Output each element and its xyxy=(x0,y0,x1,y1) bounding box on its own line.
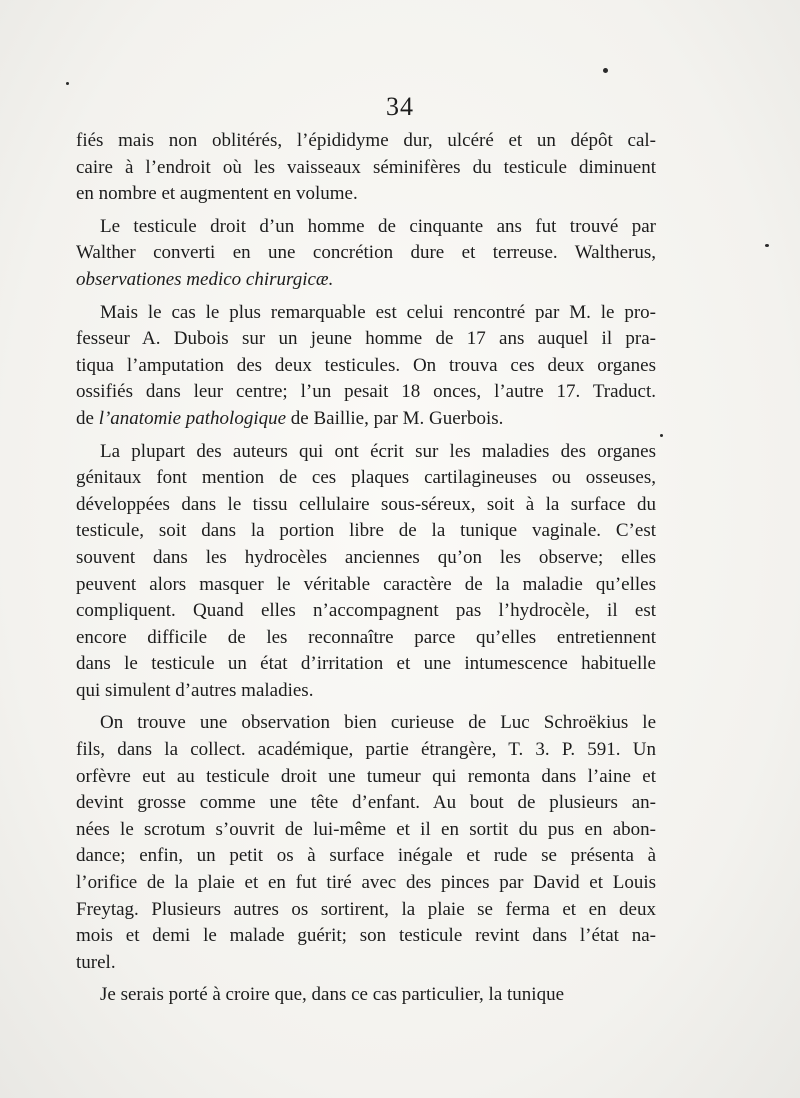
text-segment: qui simulent d’autres maladies. xyxy=(76,679,314,701)
text-line xyxy=(76,870,656,897)
text-line xyxy=(76,214,656,241)
text-segment: encore difficile de les reconnaître parce qu’elles entretiennent xyxy=(76,626,656,648)
text-segment: Freytag. Plusieurs autres os sortirent, la plaie se ferma et en deux xyxy=(76,898,656,920)
ink-speck xyxy=(66,82,69,85)
text-segment: Walther converti en une concrétion dure et terreuse. Waltherus, xyxy=(76,242,656,264)
text-segment: l’orifice de la plaie et en fut tiré avec des pinces par David et Louis xyxy=(76,872,656,894)
text-segment: La plupart des auteurs qui ont écrit sur les maladies des organes xyxy=(100,440,656,462)
text-segment: fils, dans la collect. académique, partie étrangère, T. 3. P. 591. Un xyxy=(76,739,656,761)
text-line xyxy=(76,817,656,844)
text-segment: dans le testicule un état d’irritation et une intumescence habituelle xyxy=(76,653,656,675)
text-line xyxy=(76,492,656,519)
text-segment: Je serais porté à croire que, dans ce cas particulier, la tunique xyxy=(100,984,565,1006)
text-line xyxy=(76,379,656,406)
text-line xyxy=(76,897,656,924)
text-line xyxy=(76,353,656,380)
text-line xyxy=(76,843,656,870)
text-segment: fiés mais non oblitérés, l’épididyme dur, ulcéré et un dépôt cal- xyxy=(76,130,656,151)
text-segment: de xyxy=(76,407,99,429)
text-segment: ossifiés dans leur centre; l’un pesait 18 onces, l’autre 17. Traduct. xyxy=(76,381,656,403)
page-number: 34 xyxy=(386,92,414,121)
text-segment: en nombre et augmentent en volume. xyxy=(76,183,358,205)
body-text xyxy=(76,128,656,1009)
text-line xyxy=(76,300,656,327)
text-segment: orfèvre eut au testicule droit une tumeur qui remonta dans l’aine et xyxy=(76,765,656,787)
text-line xyxy=(76,545,656,572)
text-line xyxy=(76,651,656,678)
text-segment: mois et demi le malade guérit; son testicule revint dans l’état na- xyxy=(76,925,656,947)
text-segment: Le testicule droit d’un homme de cinquante ans fut trouvé par xyxy=(100,215,656,237)
text-line xyxy=(76,465,656,492)
paragraph xyxy=(76,710,656,976)
text-line xyxy=(76,598,656,625)
text-line xyxy=(76,439,656,466)
text-line xyxy=(76,518,656,545)
text-segment: souvent dans les hydrocèles anciennes qu’on les observe; elles xyxy=(76,546,656,568)
text-line xyxy=(76,710,656,737)
text-line xyxy=(76,406,656,433)
paragraph xyxy=(76,214,656,294)
text-segment: testicule, soit dans la portion libre de la tunique vaginale. C’est xyxy=(76,520,656,542)
text-line xyxy=(76,678,656,705)
text-segment: de Baillie, par M. Guerbois. xyxy=(286,407,504,429)
text-segment: fesseur A. Dubois sur un jeune homme de 17 ans auquel il pra- xyxy=(76,328,656,350)
text-segment: dance; enfin, un petit os à surface inégale et rude se présenta à xyxy=(76,845,656,867)
ink-speck xyxy=(765,244,769,247)
paragraph xyxy=(76,128,656,208)
text-line xyxy=(76,240,656,267)
text-line xyxy=(76,982,656,1009)
text-segment: devint grosse comme une tête d’enfant. Au bout de plusieurs an- xyxy=(76,792,656,814)
text-line xyxy=(76,764,656,791)
paragraph xyxy=(76,982,656,1009)
text-line xyxy=(76,155,656,182)
text-segment: turel. xyxy=(76,951,116,973)
text-line xyxy=(76,923,656,950)
text-segment: caire à l’endroit où les vaisseaux séminifères du testicule diminuent xyxy=(76,156,656,178)
text-line xyxy=(76,950,656,977)
text-line xyxy=(76,267,656,294)
text-segment: tiqua l’amputation des deux testicules. On trouva ces deux organes xyxy=(76,354,656,376)
text-segment: nées le scrotum s’ouvrit de lui-même et il en sortit du pus en abon- xyxy=(76,818,656,840)
ink-speck xyxy=(603,68,608,73)
text-line xyxy=(76,181,656,208)
paragraph xyxy=(76,439,656,705)
text-segment: Mais le cas le plus remarquable est celui rencontré par M. le pro- xyxy=(100,301,656,323)
text-segment: compliquent. Quand elles n’accompagnent pas l’hydrocèle, il est xyxy=(76,600,656,622)
italic-text: observationes medico chirurgicæ. xyxy=(76,268,334,290)
ink-speck xyxy=(660,434,663,437)
paragraph xyxy=(76,300,656,433)
text-line xyxy=(76,625,656,652)
text-line xyxy=(76,790,656,817)
text-line xyxy=(76,326,656,353)
text-segment: On trouve une observation bien curieuse de Luc Schroëkius le xyxy=(100,712,656,734)
text-line xyxy=(76,737,656,764)
text-segment: peuvent alors masquer le véritable caractère de la maladie qu’elles xyxy=(76,573,656,595)
text-line xyxy=(76,572,656,599)
text-segment: génitaux font mention de ces plaques cartilagineuses ou osseuses, xyxy=(76,467,656,489)
text-segment: développées dans le tissu cellulaire sous-séreux, soit à la surface du xyxy=(76,493,656,515)
text-line xyxy=(76,128,656,155)
italic-text: l’anatomie pathologique xyxy=(98,407,287,429)
